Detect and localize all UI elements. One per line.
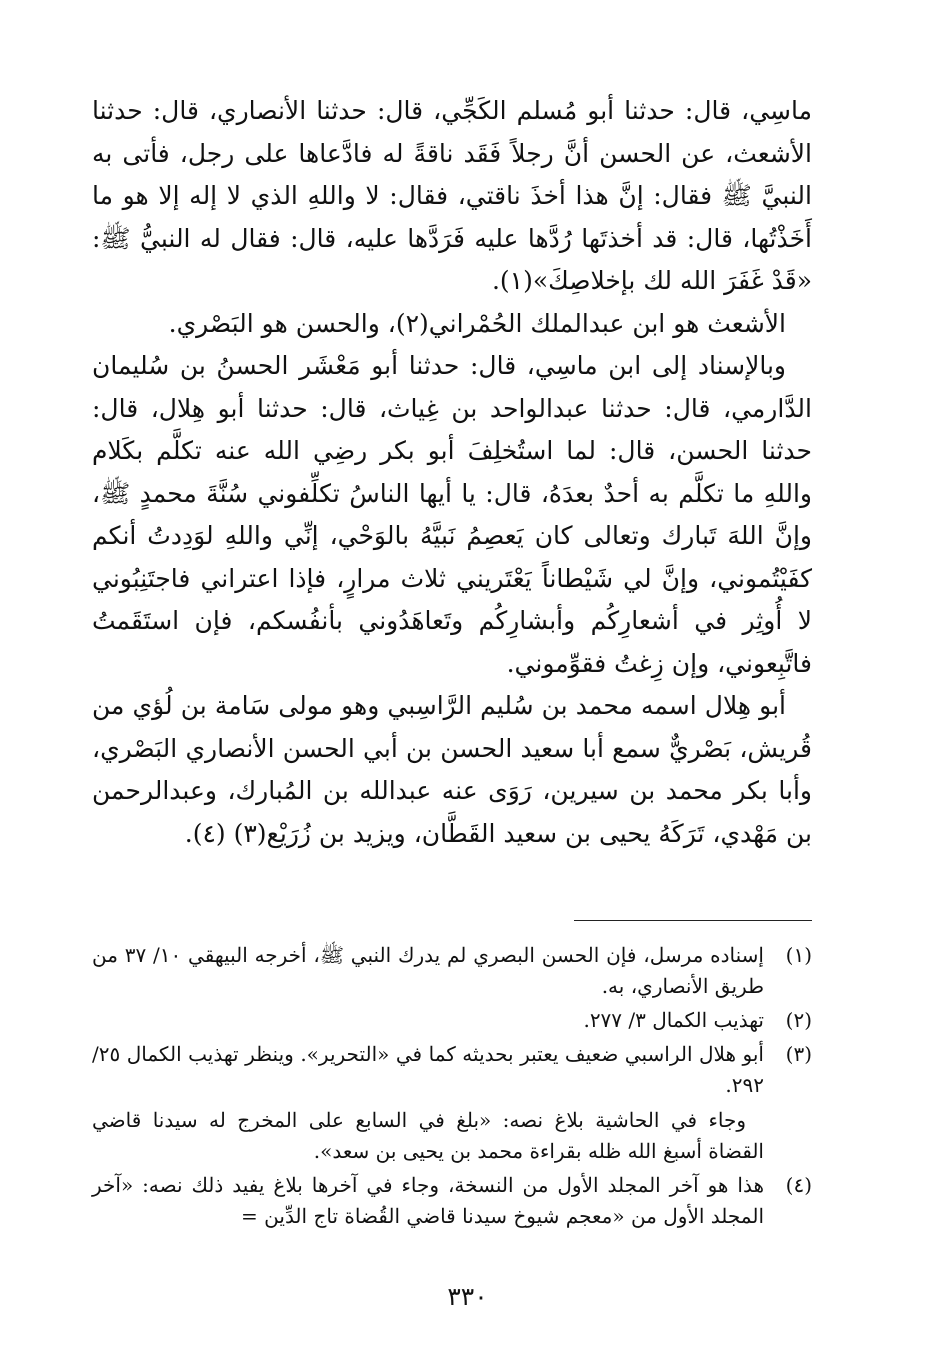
footnote-text: تهذيب الكمال ٣/ ٢٧٧. [583, 1008, 764, 1032]
main-text [92, 90, 812, 855]
paragraph-2: الأشعث هو ابن عبدالملك الحُمْراني(٢)، والحسن هو البَصْري. [168, 308, 786, 338]
footnote-number: (١) [785, 943, 812, 967]
footnote-4 [92, 1170, 812, 1232]
page-number: ٣٣٠ [447, 1282, 488, 1311]
footnotes [92, 940, 812, 1235]
page-body [92, 90, 812, 1228]
paragraph-1: ماسِي، قال: حدثنا أبو مُسلم الكَجِّي، قال: حدثنا الأنصاري، قال: حدثنا الأشعث، عن الحسن أنَّ رجلاً فَقَد ناقةً له فادَّعاها على رجل، فأتى به النبيَّ ﷺ فقال: إنَّ هذا أخذَ ناقتي، فقال: لا واللهِ الذي لا إله إلا هو ما أَخَذْتُها، قال: قد أخذتَها رُدَّها عليه فَرَدَّها عليه، قال: فقال له النبيُّ ﷺ: «قَدْ غَفَرَ الله لك بإخلاصِكَ»(١). [92, 96, 812, 295]
footnote-1 [92, 940, 812, 1002]
footnote-text: إسناده مرسل، فإن الحسن البصري لم يدرك النبي ﷺ، أخرجه البيهقي ١٠/ ٣٧ من طريق الأنصاري، به. [92, 943, 764, 998]
footnote-text: أبو هلال الراسبي ضعيف يعتبر بحديثه كما في «التحرير». وينظر تهذيب الكمال ٢٥/ ٢٩٢. [92, 1042, 764, 1097]
paragraph-4: أبو هِلال اسمه محمد بن سُليم الرَّاسِبي وهو مولى سَامة بن لُؤي من قُريش، بَصْريٌّ سمع أبا سعيد الحسن بن أبي الحسن الأنصاري البَصْري، وأبا بكر محمد بن سيرين، رَوَى عنه عبدالله بن المُبارك، وعبدالرحمن بن مَهْدي، تَرَكَهُ يحيى بن سعيد القَطَّان، ويزيد بن زُرَيْع(٣) (٤). [92, 691, 812, 848]
footnote-number: (٢) [785, 1008, 812, 1032]
footnote-3-continuation: وجاء في الحاشية بلاغ نصه: «بلغ في السابع على المخرج له سيدنا قاضي القضاة أسبغ الله ظله بقراءة محمد بن يحيى بن سعد». [92, 1108, 764, 1163]
footnote-number: (٣) [785, 1042, 812, 1066]
footnote-separator [574, 920, 812, 921]
footnote-2 [92, 1005, 812, 1036]
footnote-number: (٤) [785, 1173, 812, 1197]
paragraph-3: وبالإسناد إلى ابن ماسِي، قال: حدثنا أبو مَعْشَر الحسنُ بن سُليمان الدَّارمي، قال: حدثنا عبدالواحد بن غِياث، قال: حدثنا أبو هِلال، قال: حدثنا الحسن، قال: لما استُخلِفَ أبو بكر رضِي الله عنه تكلَّم بكَلام واللهِ ما تكلَّم به أحدٌ بعدَهُ، قال: يا أيها الناسُ تكلِّفوني سُنَّةَ محمدٍ ﷺ، وإنَّ اللهَ تَبارك وتعالى كان يَعصِمُ نَبيَّهُ بالوَحْي، إنِّي واللهِ لوَدِدتُ أنكم كفَيْتُموني، وإنَّ لي شَيْطاناً يَعْتَريني ثلاث مرارٍ، فإذا اعتراني فاجتَنِبُوني لا أُوثِر في أشعارِكُم وأبشارِكُم وتَعاهَدُوني بأنفُسكم، فإن استَقَمتُ فاتَّبِعوني، وإن زِغتُ فقوِّموني. [92, 351, 812, 678]
footnote-3 [92, 1039, 812, 1101]
footnote-text: هذا هو آخر المجلد الأول من النسخة، وجاء في آخرها بلاغ يفيد ذلك نصه: «آخر المجلد الأول من «معجم شيوخ سيدنا قاضي القُضاة تاج الدِّين = [92, 1173, 764, 1228]
